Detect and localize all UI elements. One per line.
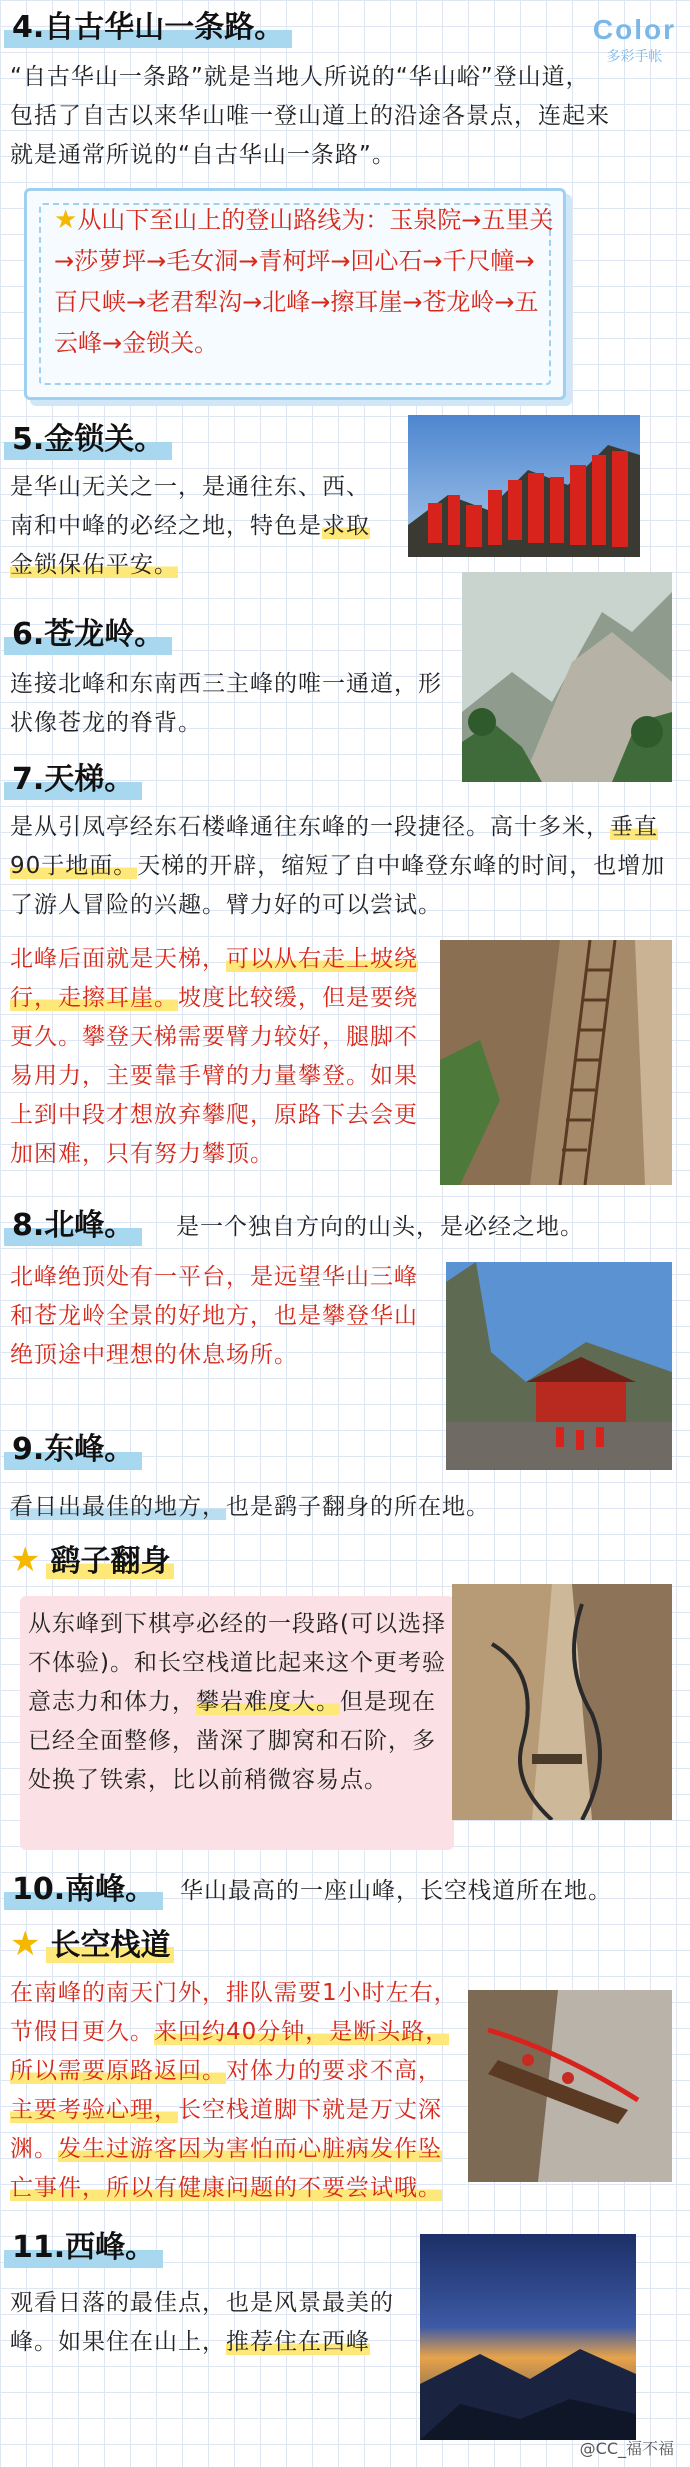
section-subtitle-10: 华山最高的一座山峰，长空栈道所在地。 (180, 1878, 612, 1904)
north-peak-photo (446, 1262, 672, 1470)
logo-subtext: 多彩手帐 (606, 49, 663, 65)
section-text-7-highlight: 垂直90于地面。 (10, 814, 658, 879)
section-text-11-a: 观看日落的最佳点，也是风景最美的峰。如果住在山上， (10, 2290, 394, 2355)
section-text-yaozi (28, 1605, 448, 1800)
section-text-7-red-highlight: 可以从右走上坡绕行，走擦耳崖。 (10, 946, 418, 1011)
section-title-4: 4.自古华山一条路。 (4, 8, 292, 48)
section-text-9-highlight: 看日出最佳的地方， (10, 1494, 226, 1520)
star-title-yaozi (10, 1540, 174, 1582)
section-title-9: 9.东峰。 (4, 1430, 142, 1470)
section-title-5: 5.金锁关。 (4, 420, 172, 460)
section-text-11-highlight: 推荐住在西峰 (226, 2329, 370, 2355)
changkong-red-b: 对体力的要求不高， (226, 2058, 442, 2084)
golden-lock-photo (408, 415, 640, 557)
section-text-7-b: 天梯的开辟，缩短了自中峰登东峰的时间，也增加了游人冒险的兴趣。臂力好的可以尝试。 (10, 853, 666, 918)
plank-road-photo (468, 1990, 672, 2182)
star-title-changkong (10, 1924, 174, 1966)
route-text-content: 从山下至山上的登山路线为：玉泉院→五里关→莎萝坪→毛女洞→青柯坪→回心石→千尺幢→百尺峡→老君犁沟→北峰→擦耳崖→苍龙岭→五云峰→金锁关。 (54, 206, 554, 357)
west-peak-sunset-photo (420, 2234, 636, 2440)
section-subtitle-8: 是一个独自方向的山头，是必经之地。 (176, 1214, 584, 1240)
changkong-red-c: 长空栈道脚下就是万丈深渊。 (10, 2097, 442, 2162)
changkong-highlight-1: 来回约40分钟，是断头路，所以需要原路返回。 (10, 2019, 450, 2084)
section-text-yaozi-a: 从东峰到下棋亭必经的一段路(可以选择不体验)。和长空栈道比起来这个更考验意志力和体力， (28, 1611, 446, 1715)
yaozi-photo (452, 1584, 672, 1820)
changkong-highlight-2: 主要考验心理， (10, 2097, 178, 2123)
logo-text: Color (592, 14, 676, 45)
section-text-7-a: 是从引凤亭经东石楼峰通往东峰的一段捷径。高十多米， (10, 814, 610, 840)
changkong-red-a: 在南峰的南天门外，排队需要1小时左右，节假日更久。 (10, 1980, 458, 2045)
star-title-changkong-label: 长空栈道 (46, 1928, 174, 1963)
section-title-7: 7.天梯。 (4, 760, 142, 800)
section-text-changkong (10, 1974, 460, 2208)
section-text-yaozi-b: 但是现在已经全面整修，凿深了脚窝和石阶，多处换了铁索，比以前稍微容易点。 (28, 1689, 436, 1793)
section-text-7-red-b: 坡度比较缓，但是要绕更久。攀登天梯需要臂力较好，腿脚不易用力，主要靠手臂的力量攀登。如果上到中段才想放弃攀爬，原路下去会更加困难，只有努力攀顶。 (10, 985, 418, 1167)
section-text-7-red (10, 940, 430, 1174)
section-text-8-red: 北峰绝顶处有一平台，是远望华山三峰和苍龙岭全景的好地方，也是攀登华山绝顶途中理想的休息场所。 (10, 1264, 418, 1368)
star-icon: ★ (54, 205, 78, 235)
changkong-highlight-3: 发生过游客因为害怕而心脏病发作坠亡事件，所以有健康问题的不要尝试哦。 (10, 2136, 442, 2201)
section-text-5-a: 是华山无关之一，是通往东、西、南和中峰的必经之地，特色是 (10, 474, 370, 539)
section-text-6: 连接北峰和东南西三主峰的唯一通道，形状像苍龙的脊背。 (10, 671, 442, 736)
star-icon: ★ (10, 1540, 41, 1580)
watermark: @CC_福不福 (579, 2439, 674, 2458)
section-title-10: 10.南峰。 (4, 1870, 163, 1910)
section-text-yaozi-highlight: 攀岩难度大。 (196, 1689, 340, 1715)
section-text-9-b: 也是鹞子翻身的所在地。 (226, 1494, 490, 1520)
star-icon: ★ (10, 1924, 41, 1964)
section-text-5 (10, 468, 390, 585)
dragon-ridge-photo (462, 572, 672, 782)
section-text-11 (10, 2284, 410, 2362)
route-text (54, 200, 554, 364)
section-text-4: “自古华山一条路”就是当地人所说的“华山峪”登山道，包括了自古以来华山唯一登山道上的沿途各景点，连起来就是通常所说的“自古华山一条路”。 (10, 64, 610, 168)
section-text-5-highlight: 求取金锁保佑平安。 (10, 513, 370, 578)
section-title-11: 11.西峰。 (4, 2228, 163, 2268)
section-text-7 (10, 808, 670, 925)
section-text-9 (10, 1488, 670, 1527)
section-title-8: 8.北峰。 (4, 1206, 142, 1246)
section-title-6: 6.苍龙岭。 (4, 615, 172, 655)
star-title-yaozi-label: 鹞子翻身 (46, 1544, 174, 1579)
section-text-7-red-a: 北峰后面就是天梯， (10, 946, 226, 972)
heaven-ladder-photo (440, 940, 672, 1185)
